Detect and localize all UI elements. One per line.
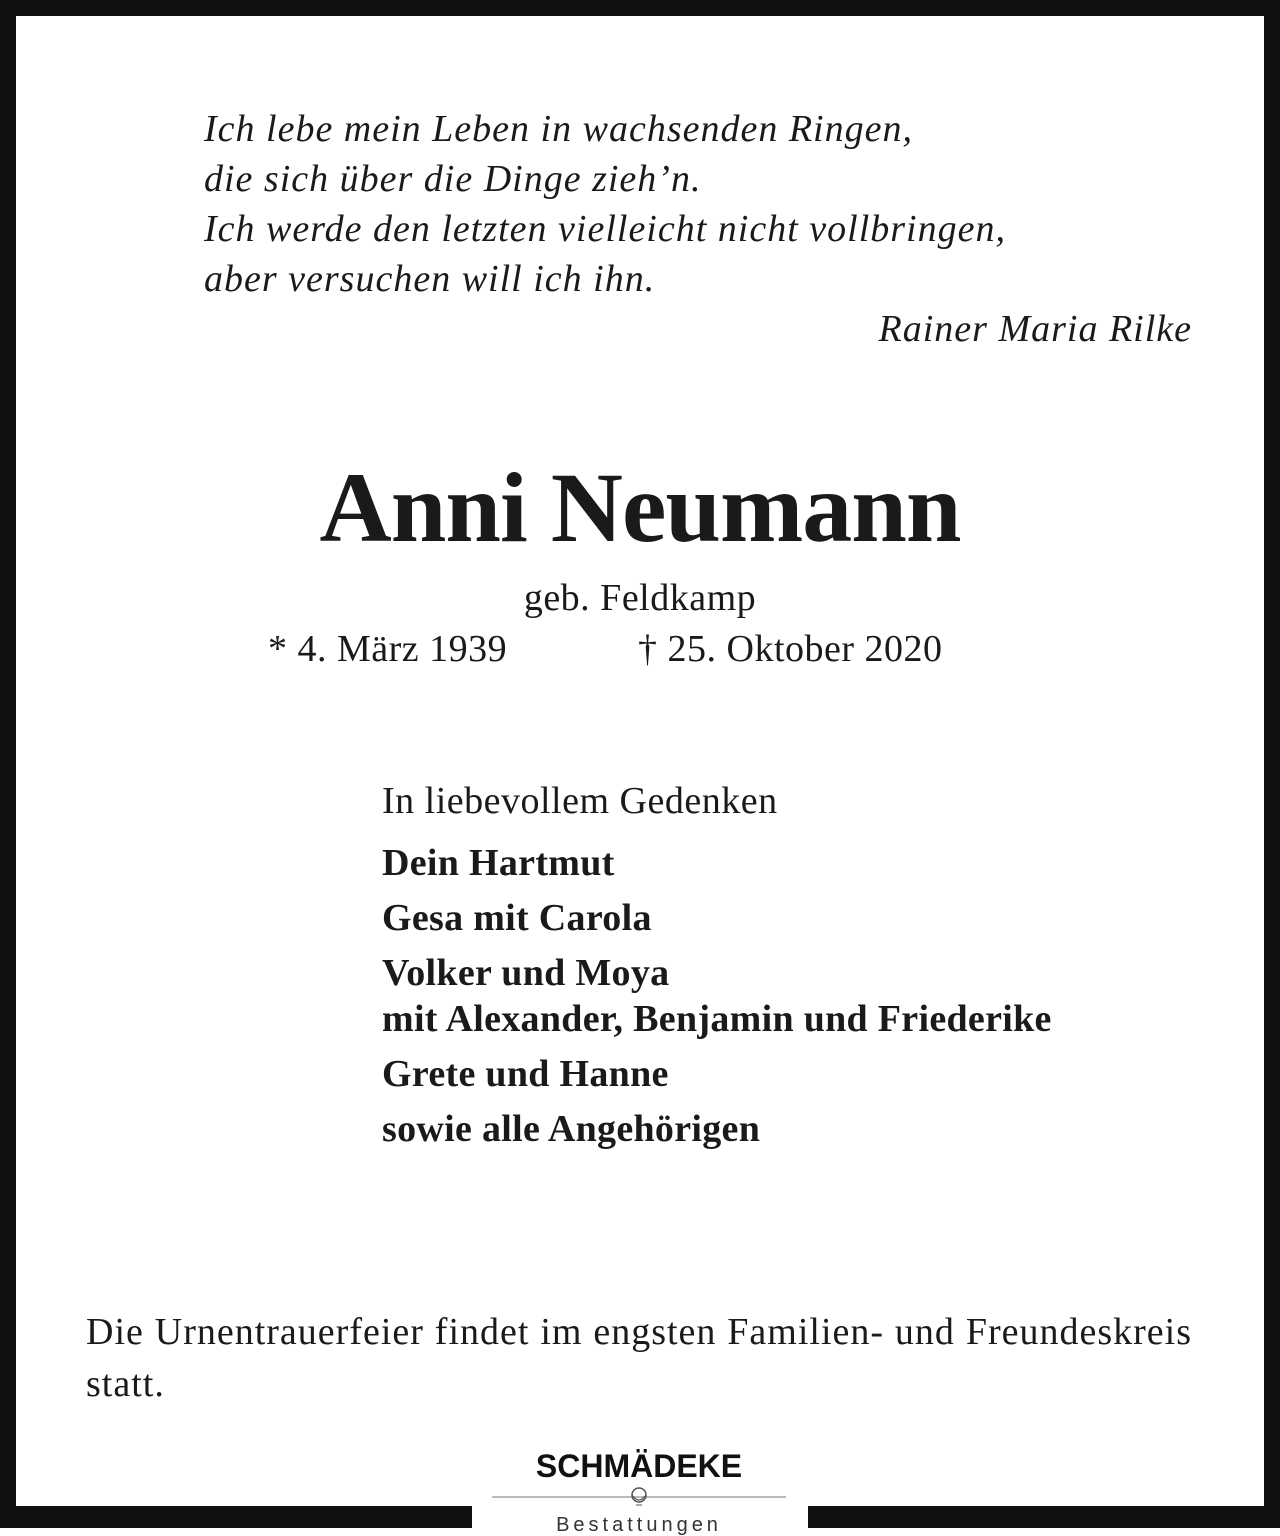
ornament-icon <box>486 1484 792 1514</box>
quote-line: Ich werde den letzten vielleicht nicht vollbringen, <box>204 208 1006 250</box>
memory-line: In liebevollem Gedenken <box>382 780 778 822</box>
undertaker-name: SCHMÄDEKE <box>535 1448 743 1484</box>
frame-bottom-right-border <box>808 1506 1280 1528</box>
frame-left-border <box>0 0 16 1528</box>
mourners-list <box>382 840 1052 1161</box>
frame-top-border <box>0 0 1280 16</box>
quote-line: Ich lebe mein Leben in wachsenden Ringen, <box>204 108 913 150</box>
quote-author: Rainer Maria Rilke <box>878 308 1192 350</box>
poem-quote <box>204 104 1194 304</box>
undertaker-subtitle: Bestattungen <box>556 1514 722 1536</box>
mourner-item: Gesa mit Carola <box>382 897 652 939</box>
funeral-notice: Die Urnentrauerfeier findet im engsten Familien- und Freundeskreis statt. <box>86 1311 1192 1405</box>
deceased-name: Anni Neumann <box>319 452 961 563</box>
mourner-item: Grete und Hanne <box>382 1053 669 1095</box>
frame-bottom-left-border <box>0 1506 472 1528</box>
maiden-name: geb. Feldkamp <box>523 577 757 619</box>
quote-line: aber versuchen will ich ihn. <box>204 258 656 300</box>
frame-right-border <box>1264 0 1280 1528</box>
mourner-item: sowie alle Angehörigen <box>382 1108 761 1150</box>
undertaker-logo <box>486 1442 792 1536</box>
mourner-item: Volker und Moya <box>382 952 670 994</box>
mourner-item: Dein Hartmut <box>382 842 615 884</box>
birth-date: * 4. März 1939 <box>268 628 508 670</box>
mourner-item: mit Alexander, Benjamin und Friederike <box>382 998 1052 1040</box>
death-date: † 25. Oktober 2020 <box>638 628 943 670</box>
mourner-group <box>382 950 1052 1042</box>
quote-line: die sich über die Dinge zieh’n. <box>204 158 702 200</box>
